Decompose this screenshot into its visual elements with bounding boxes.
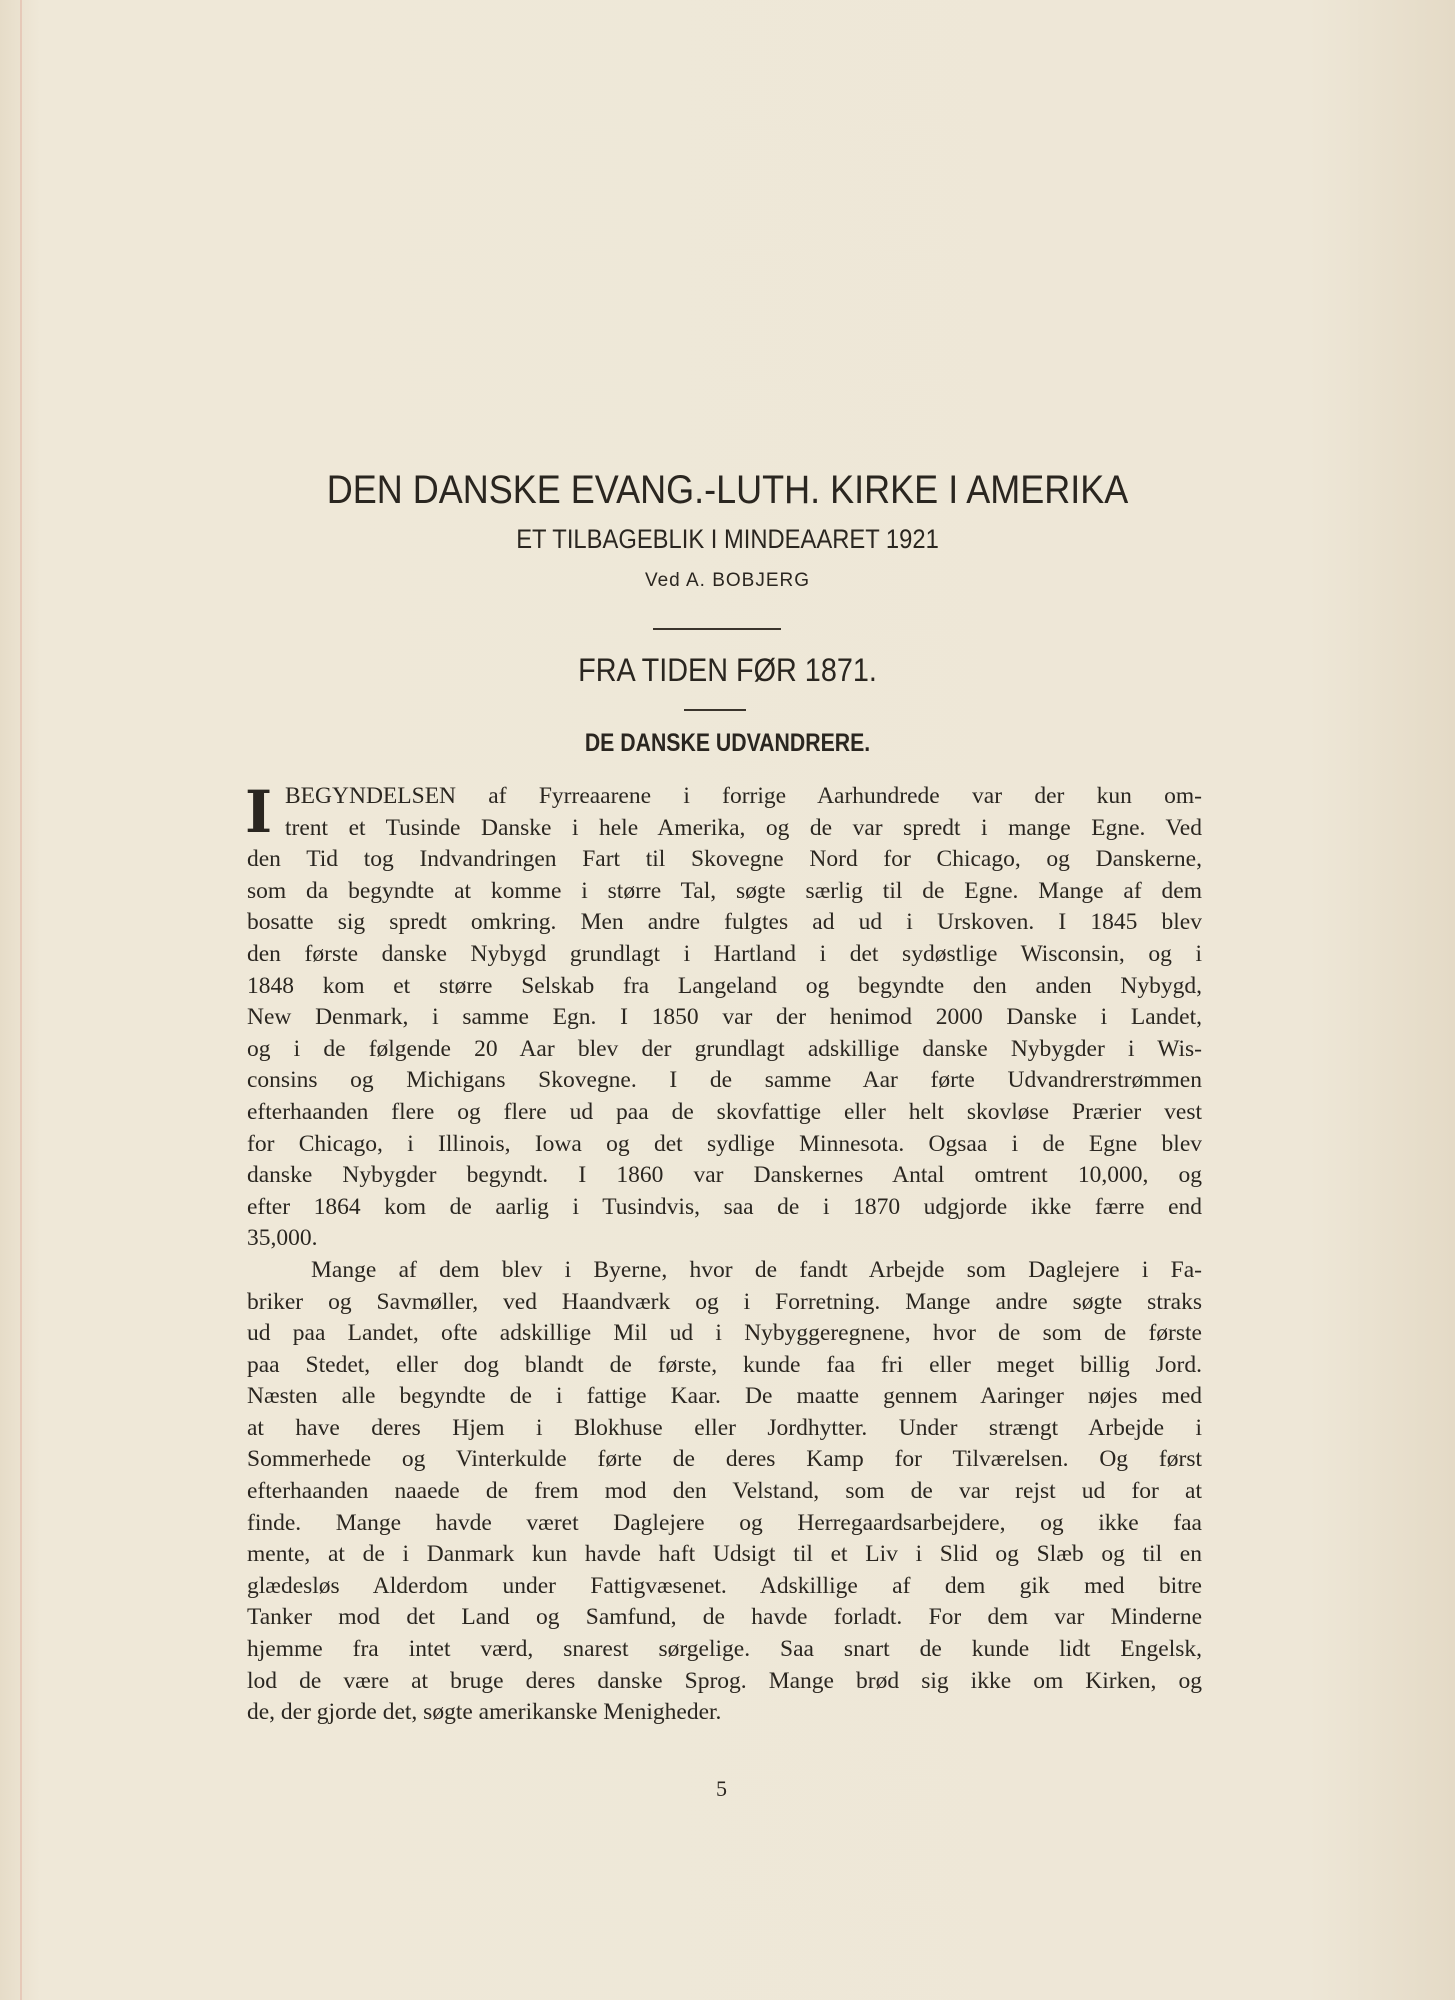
text-line: Næsten alle begyndte de i fattige Kaar. De maatte gennem Aaringer nøjes med	[247, 1383, 1202, 1410]
text-line: for Chicago, i Illinois, Iowa og det sydlige Minnesota. Ogsaa i de Egne blev	[247, 1130, 1202, 1157]
text-line: New Denmark, i samme Egn. I 1850 var der henimod 2000 Danske i Landet,	[247, 1004, 1202, 1031]
text-line: efter 1864 kom de aarlig i Tusindvis, saa de i 1870 udgjorde ikke færre end	[247, 1193, 1202, 1220]
section-subtitle: DE DANSKE UDVANDRERE.	[584, 729, 871, 757]
text-line: den Tid tog Indvandringen Fart til Skovegne Nord for Chicago, og Danskerne,	[247, 846, 1202, 873]
paragraph-1	[245, 778, 1202, 1255]
page-number: 5	[716, 1776, 727, 1801]
divider-rule-short	[684, 709, 746, 711]
divider-rule	[653, 628, 781, 630]
text-line: mente, at de i Danmark kun havde haft Udsigt til et Liv i Slid og Slæb og til en	[247, 1541, 1202, 1568]
text-line: og i de følgende 20 Aar blev der grundlagt adskillige danske Nybygder i Wis-	[247, 1035, 1202, 1062]
section-title: FRA TIDEN FØR 1871.	[578, 652, 877, 688]
document-title: DEN DANSKE EVANG.-LUTH. KIRKE I AMERIKA	[326, 468, 1129, 512]
text-line: briker og Savmøller, ved Haandværk og i Forretning. Mange andre søgte straks	[247, 1288, 1202, 1315]
text-line: efterhaanden naaede de frem mod den Velstand, som de var rejst ud for at	[247, 1478, 1202, 1505]
drop-cap: I	[245, 778, 273, 846]
text-line: glædesløs Alderdom under Fattigvæsenet. Adskillige af dem gik med bitre	[247, 1572, 1202, 1599]
text-line: finde. Mange havde været Daglejere og Herregaardsarbejdere, og ikke faa	[247, 1509, 1202, 1536]
body-text	[245, 778, 1202, 1729]
text-line: 35,000.	[247, 1225, 318, 1252]
text-line: ud paa Landet, ofte adskillige Mil ud i Nybyggeregnene, hvor de som de første	[247, 1320, 1202, 1347]
text-line: 1848 kom et større Selskab fra Langeland og begyndte den anden Nybygd,	[247, 972, 1202, 999]
text-line: danske Nybygder begyndt. I 1860 var Danskernes Antal omtrent 10,000, og	[247, 1162, 1202, 1189]
text-line: Tanker mod det Land og Samfund, de havde forladt. For dem var Minderne	[247, 1604, 1202, 1631]
text-line: hjemme fra intet værd, snarest sørgelige. Saa snart de kunde lidt Engelsk,	[247, 1636, 1202, 1663]
text-line: bosatte sig spredt omkring. Men andre fulgtes ad ud i Urskoven. I 1845 blev	[247, 909, 1202, 936]
text-line: consins og Michigans Skovegne. I de samme Aar førte Udvandrerstrømmen	[247, 1067, 1202, 1094]
text-line: Mange af dem blev i Byerne, hvor de fandt Arbejde som Daglejere i Fa-	[311, 1256, 1202, 1283]
text-line: de, der gjorde det, søgte amerikanske Menigheder.	[247, 1699, 722, 1726]
text-line: trent et Tusinde Danske i hele Amerika, og de var spredt i mange Egne. Ved	[285, 814, 1202, 841]
document-subtitle: ET TILBAGEBLIK I MINDEAARET 1921	[516, 524, 939, 554]
text-line: lod de være at bruge deres danske Sprog. Mange brød sig ikke om Kirken, og	[247, 1667, 1202, 1694]
author-line: Ved A. BOBJERG	[644, 570, 811, 591]
page-edge	[20, 0, 22, 2000]
text-line: BEGYNDELSEN af Fyrreaarene i forrige Aarhundrede var der kun om-	[285, 783, 1202, 809]
text-line: efterhaanden flere og flere ud paa de skovfattige eller helt skovløse Prærier vest	[247, 1098, 1202, 1125]
text-line: den første danske Nybygd grundlagt i Hartland i det sydøstlige Wisconsin, og i	[247, 940, 1202, 967]
text-line: Sommerhede og Vinterkulde førte de deres Kamp for Tilværelsen. Og først	[247, 1446, 1202, 1473]
paragraph-2	[247, 1255, 1202, 1729]
text-line: som da begyndte at komme i større Tal, søgte særlig til de Egne. Mange af dem	[247, 877, 1202, 904]
text-line: at have deres Hjem i Blokhuse eller Jordhytter. Under strængt Arbejde i	[247, 1414, 1202, 1441]
text-line: paa Stedet, eller dog blandt de første, kunde faa fri eller meget billig Jord.	[247, 1351, 1202, 1378]
